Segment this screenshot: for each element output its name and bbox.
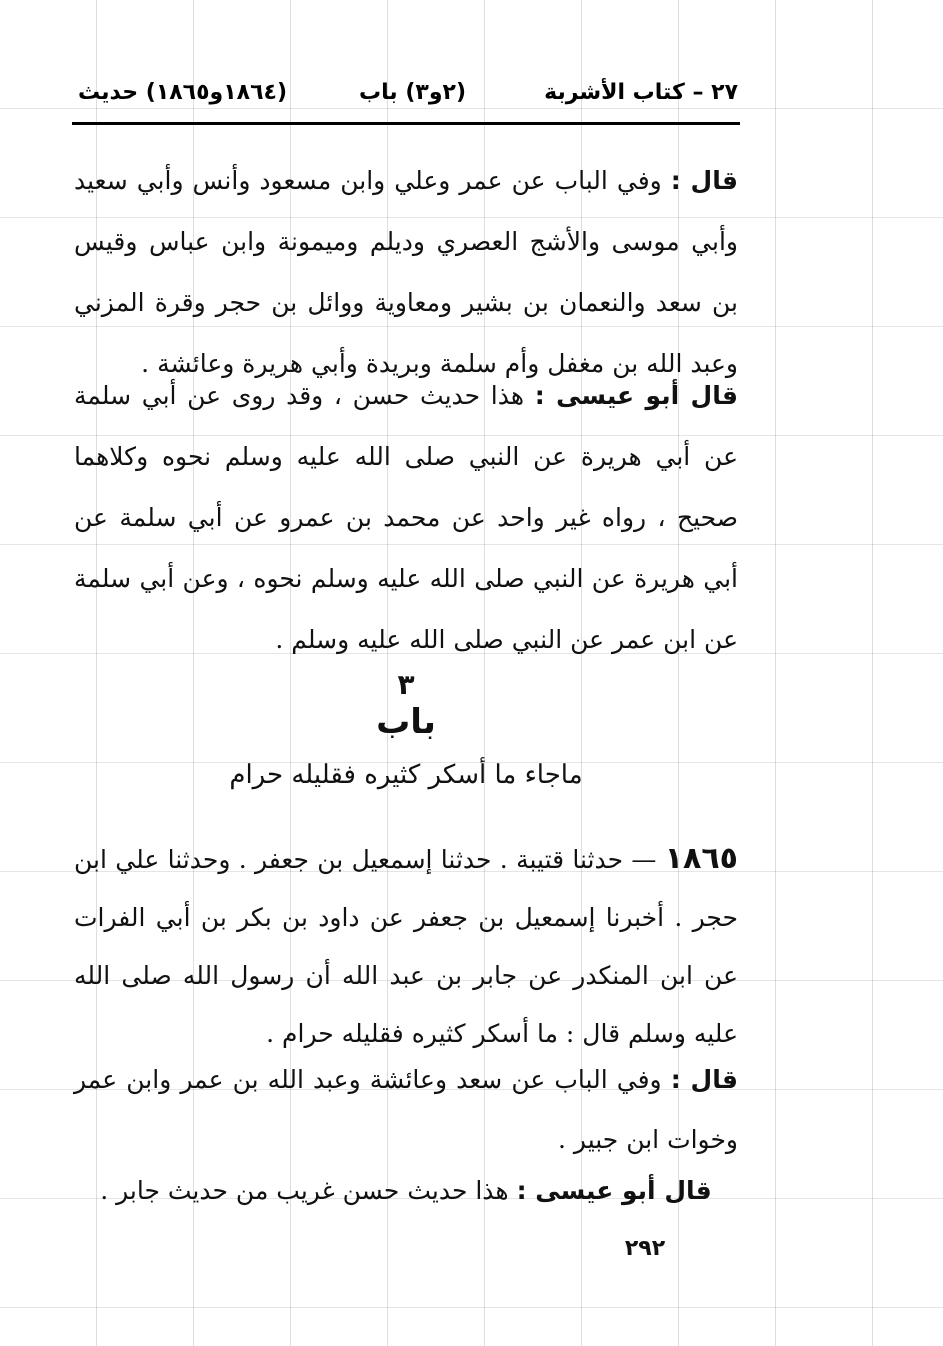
paragraph-lead: قال أبو عيسى : bbox=[516, 1176, 712, 1205]
paragraph-abu-isa-comment-2 bbox=[74, 1160, 738, 1221]
paragraph-text: هذا حديث حسن غريب من حديث جابر . bbox=[100, 1176, 509, 1205]
paragraph-lead: قال أبو عيسى : bbox=[534, 381, 738, 410]
paragraph-lead: قال : bbox=[670, 166, 738, 195]
paragraph-text: وفي الباب عن سعد وعائشة وعبد الله بن عمر وابن عمر وخوات ابن جبير . bbox=[74, 1065, 738, 1154]
hadith-number: ١٨٦٥ bbox=[664, 841, 738, 876]
header-book-title: ٢٧ – كتاب الأشربة bbox=[544, 80, 738, 105]
hadith-text: — حدثنا قتيبة . حدثنا إسمعيل بن جعفر . وحدثنا علي ابن حجر . أخبرنا إسمعيل بن جعفر عن داود بن بكر بن أبي الفرات عن ابن المنكدر عن جابر بن عبد الله أن رسول الله صلى الله عليه وسلم قال : ما أسكر كثيره فقليله حرام . bbox=[74, 845, 738, 1048]
chapter-title: ماجاء ما أسكر كثيره فقليله حرام bbox=[229, 760, 583, 790]
paragraph-text: وفي الباب عن عمر وعلي وابن مسعود وأنس وأبي سعيد وأبي موسى والأشج العصري وديلم وميمونة وابن عباس وقيس بن سعد والنعمان بن بشير ومعاوية ووائل بن حجر وقرة المزني وعبد الله بن مغفل وأم سلمة وبريدة وأبي هريرة وعائشة . bbox=[74, 166, 738, 378]
page-number: ٢٩٢ bbox=[624, 1236, 666, 1261]
chapter-word: باب bbox=[376, 702, 436, 742]
running-header bbox=[78, 78, 738, 118]
header-hadith-ref: (١٨٦٤و١٨٦٥) حديث bbox=[78, 80, 288, 105]
chapter-number: ٣ bbox=[397, 668, 415, 701]
header-rule bbox=[72, 122, 740, 125]
paragraph-fil-bab bbox=[74, 150, 738, 394]
paragraph-fil-bab-2 bbox=[74, 1050, 738, 1170]
paragraph-text: هذا حديث حسن ، وقد روى عن أبي سلمة عن أبي هريرة عن النبي صلى الله عليه وسلم نحوه وكلاهما صحيح ، رواه غير واحد عن محمد بن عمرو عن أبي سلمة عن أبي هريرة عن النبي صلى الله عليه وسلم نحوه ، وعن أبي سلمة عن ابن عمر عن النبي صلى الله عليه وسلم . bbox=[74, 381, 738, 654]
paragraph-abu-isa-comment bbox=[74, 365, 738, 670]
paragraph-lead: قال : bbox=[670, 1065, 738, 1094]
hadith-text-block bbox=[74, 830, 738, 1063]
header-chapter-ref: (٢و٣) باب bbox=[359, 80, 466, 105]
